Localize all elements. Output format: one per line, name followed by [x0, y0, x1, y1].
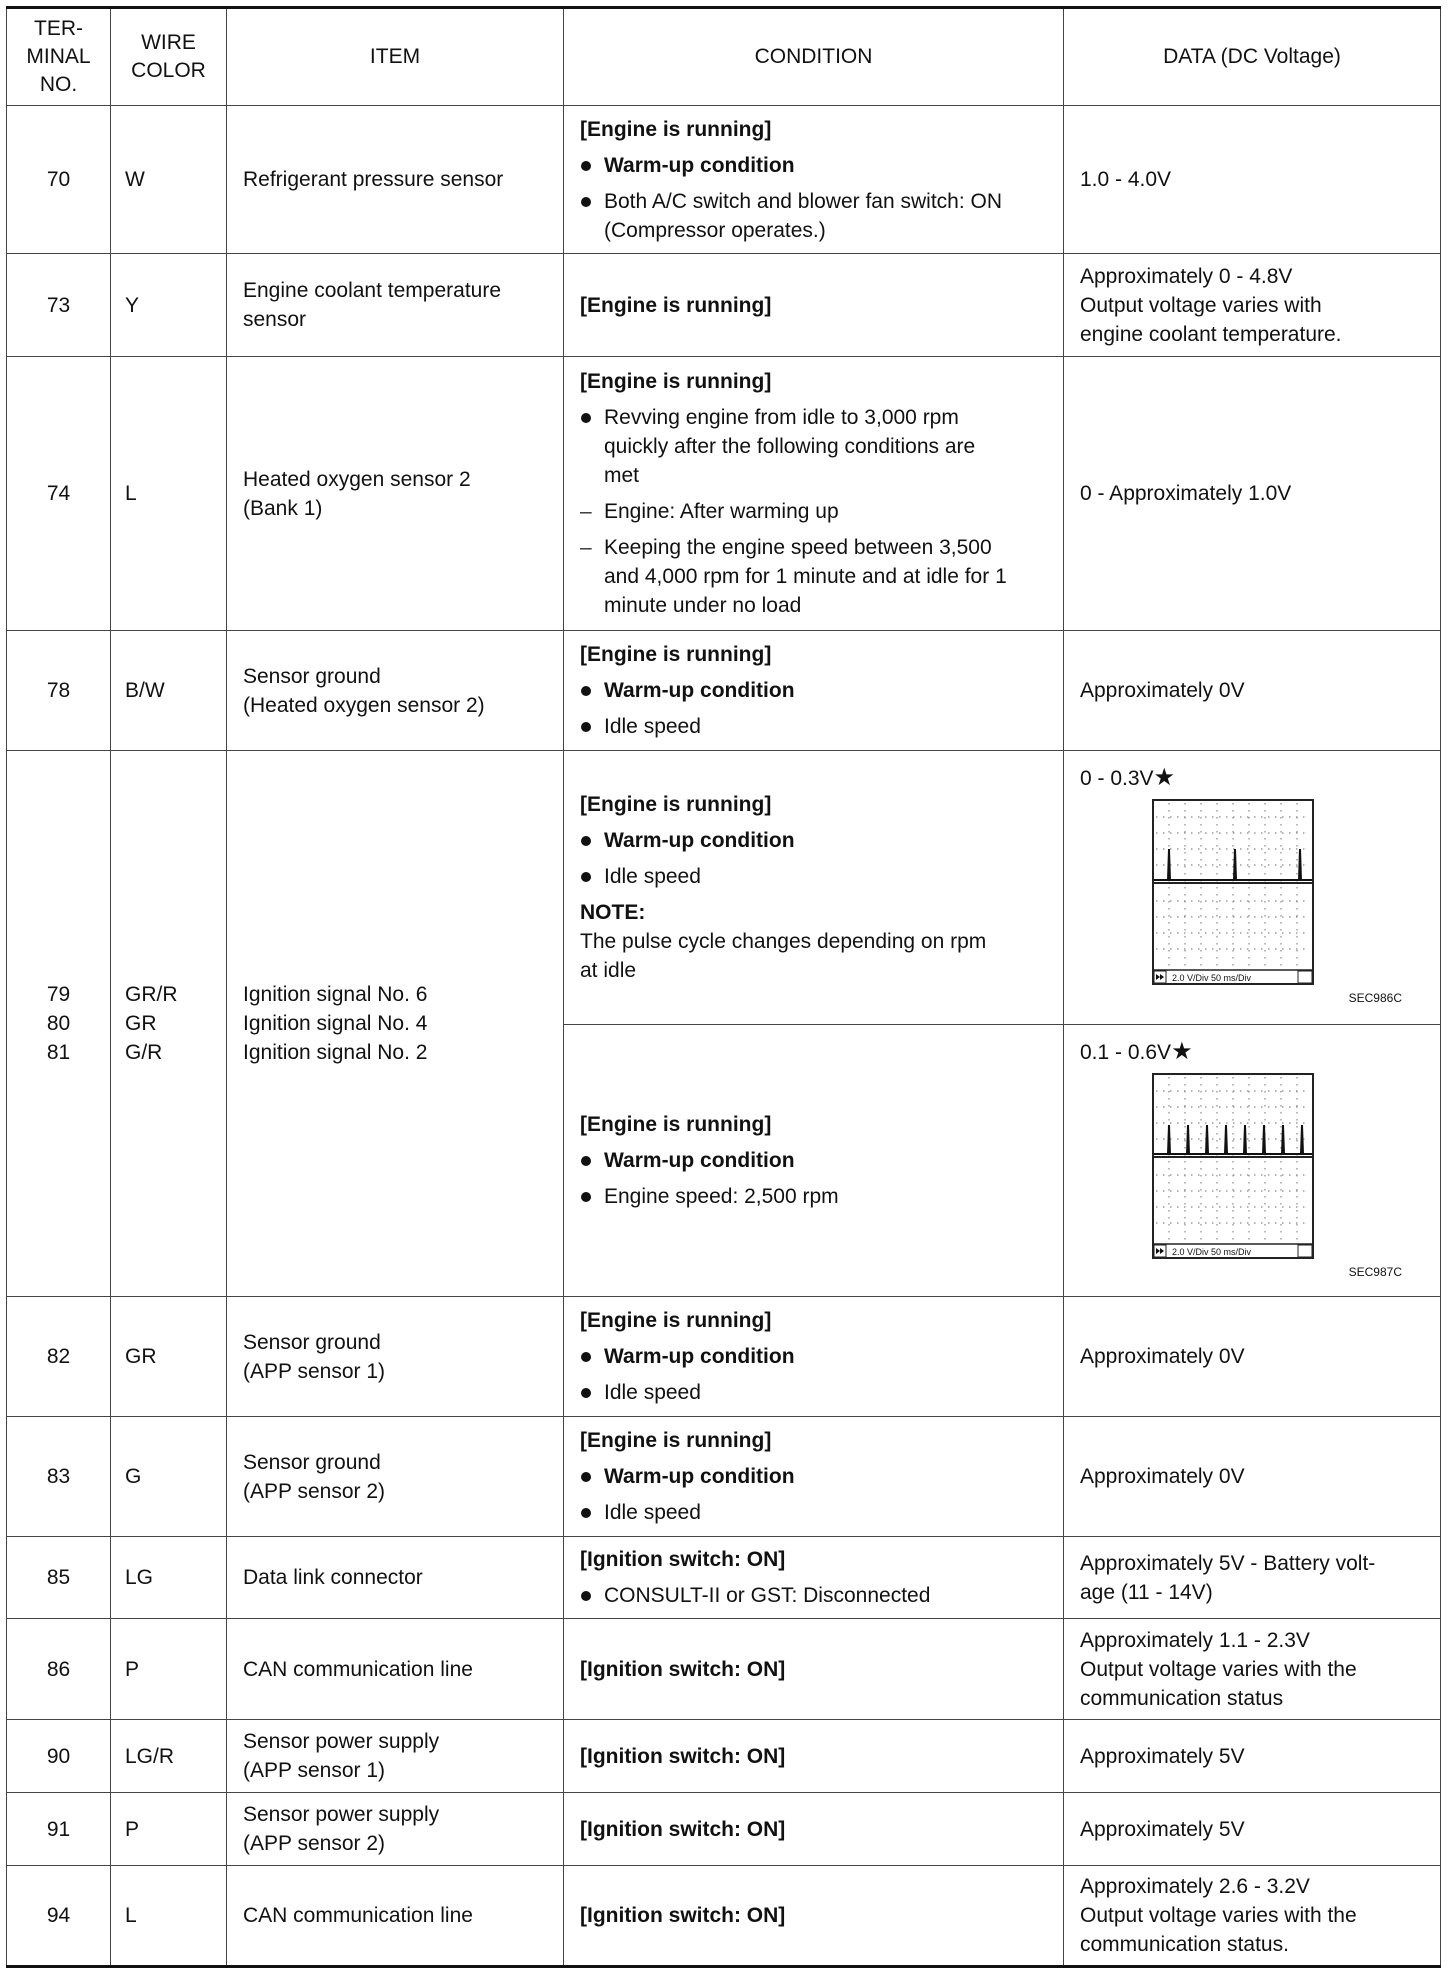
terminal-no: 91	[7, 1793, 111, 1866]
header-wire-color: WIRE COLOR	[111, 8, 227, 106]
wire-color: W	[111, 106, 227, 254]
data-cell: Approximately 0V	[1064, 1297, 1441, 1417]
wire-color: L	[111, 357, 227, 631]
item-cell: Sensor ground (Heated oxygen sensor 2)	[227, 631, 564, 751]
wire-color: LG	[111, 1537, 227, 1619]
header-condition: CONDITION	[564, 8, 1064, 106]
data-value: 0 - 0.3V★	[1080, 764, 1176, 791]
bullet-item: Warm-up condition	[580, 826, 1047, 855]
data-cell: 1.0 - 4.0V	[1064, 106, 1441, 254]
bullet-item: Idle speed	[580, 1498, 1047, 1527]
bullet-item: Warm-up condition	[580, 1146, 1047, 1175]
table-row	[7, 106, 1441, 254]
terminal-no: 94	[7, 1866, 111, 1967]
bullet-item: Warm-up condition	[580, 151, 1047, 180]
wire-color: GR	[111, 1297, 227, 1417]
figure-code: SEC986C	[1348, 991, 1402, 1005]
wire-color: G	[111, 1417, 227, 1537]
bullet-item: CONSULT-II or GST: Disconnected	[580, 1581, 1047, 1610]
condition-cell: [Engine is running] Warm-up condition Engine speed: 2,500 rpm	[564, 1025, 1064, 1297]
item-cell: Data link connector	[227, 1537, 564, 1619]
condition-cell: [Engine is running] Warm-up condition Idle speed	[564, 631, 1064, 751]
figure-code: SEC987C	[1348, 1265, 1402, 1279]
terminal-no: 90	[7, 1720, 111, 1793]
table-row	[7, 1417, 1441, 1537]
terminal-no: 74	[7, 357, 111, 631]
bullet-item: Idle speed	[580, 712, 1047, 741]
data-cell: Approximately 1.1 - 2.3V Output voltage varies with the communication status	[1064, 1619, 1441, 1720]
condition-cell: [Engine is running] Revving engine from idle to 3,000 rpm quickly after the following conditions are met – Engine: After warming up – Keeping the engine speed between 3,500 and 4,000 rpm for 1 minute and at idle for 1 minute under no load	[564, 357, 1064, 631]
wire-color: Y	[111, 254, 227, 357]
data-cell: Approximately 5V - Battery volt- age (11 - 14V)	[1064, 1537, 1441, 1619]
note-text: The pulse cycle changes depending on rpm	[580, 930, 987, 953]
table-row	[7, 631, 1441, 751]
star-icon: ★	[1153, 764, 1176, 791]
condition-cell: [Engine is running] Warm-up condition Idle speed	[564, 1297, 1064, 1417]
item-cell: Ignition signal No. 6 Ignition signal No. 4 Ignition signal No. 2	[227, 751, 564, 1297]
terminal-no: 79 80 81	[7, 751, 111, 1297]
table-row	[7, 1537, 1441, 1619]
table-row	[7, 1720, 1441, 1793]
condition-cell: [Engine is running] Warm-up condition Idle speed	[564, 1417, 1064, 1537]
header-item: ITEM	[227, 8, 564, 106]
data-cell: Approximately 0 - 4.8V Output voltage varies with engine coolant temperature.	[1064, 254, 1441, 357]
wire-color: LG/R	[111, 1720, 227, 1793]
data-cell	[1064, 1025, 1441, 1297]
item-cell: Sensor power supply (APP sensor 2)	[227, 1793, 564, 1866]
wire-color: P	[111, 1793, 227, 1866]
terminal-no: 86	[7, 1619, 111, 1720]
condition-cell: [Ignition switch: ON] CONSULT-II or GST: Disconnected	[564, 1537, 1064, 1619]
wire-color: P	[111, 1619, 227, 1720]
oscilloscope-waveform-2500rpm	[1152, 1073, 1314, 1259]
dash-item: – Engine: After warming up	[580, 497, 1047, 526]
wire-color: GR/R GR G/R	[111, 751, 227, 1297]
data-cell: 0 - Approximately 1.0V	[1064, 357, 1441, 631]
note-text: at idle	[580, 959, 637, 982]
table-header-row	[7, 8, 1441, 106]
terminal-data-table	[6, 6, 1441, 1968]
item-cell: Engine coolant temperature sensor	[227, 254, 564, 357]
condition-cell: [Ignition switch: ON]	[564, 1793, 1064, 1866]
table-row	[7, 254, 1441, 357]
wire-color: L	[111, 1866, 227, 1967]
item-cell: Sensor ground (APP sensor 1)	[227, 1297, 564, 1417]
item-cell: CAN communication line	[227, 1866, 564, 1967]
header-data: DATA (DC Voltage)	[1064, 8, 1441, 106]
bullet-item: Engine speed: 2,500 rpm	[580, 1182, 1047, 1211]
item-cell: Refrigerant pressure sensor	[227, 106, 564, 254]
condition-cell: [Ignition switch: ON]	[564, 1619, 1064, 1720]
terminal-no: 83	[7, 1417, 111, 1537]
condition-cell: [Ignition switch: ON]	[564, 1866, 1064, 1967]
oscilloscope-waveform-idle	[1152, 799, 1314, 985]
data-cell: Approximately 2.6 - 3.2V Output voltage varies with the communication status.	[1064, 1866, 1441, 1967]
condition-cell: [Ignition switch: ON]	[564, 1720, 1064, 1793]
terminal-no: 82	[7, 1297, 111, 1417]
item-cell: Sensor ground (APP sensor 2)	[227, 1417, 564, 1537]
table-row	[7, 1297, 1441, 1417]
bullet-item: Idle speed	[580, 1378, 1047, 1407]
note-heading: NOTE:	[580, 901, 646, 924]
bullet-item: Idle speed	[580, 862, 1047, 891]
terminal-no: 70	[7, 106, 111, 254]
item-cell: CAN communication line	[227, 1619, 564, 1720]
star-icon: ★	[1171, 1038, 1193, 1065]
terminal-no: 73	[7, 254, 111, 357]
svg-text:2.0 V/Div 50 ms/Div: 2.0 V/Div 50 ms/Div	[1172, 973, 1252, 983]
data-cell	[1064, 751, 1441, 1025]
data-cell: Approximately 0V	[1064, 1417, 1441, 1537]
terminal-no: 85	[7, 1537, 111, 1619]
data-cell: Approximately 0V	[1064, 631, 1441, 751]
svg-text:2.0 V/Div 50 ms/Div: 2.0 V/Div 50 ms/Div	[1172, 1247, 1252, 1257]
data-cell: Approximately 5V	[1064, 1720, 1441, 1793]
item-cell: Heated oxygen sensor 2 (Bank 1)	[227, 357, 564, 631]
table-row	[7, 751, 1441, 1025]
dash-item: – Keeping the engine speed between 3,500 and 4,000 rpm for 1 minute and at idle for 1 minute under no load	[580, 533, 1047, 620]
header-terminal: TER- MINAL NO.	[7, 8, 111, 106]
condition-cell: [Engine is running] Warm-up condition Idle speed NOTE: The pulse cycle changes depending on rpm at idle	[564, 751, 1064, 1025]
table-row	[7, 357, 1441, 631]
table-row	[7, 1619, 1441, 1720]
bullet-item: Warm-up condition	[580, 1342, 1047, 1371]
data-cell: Approximately 5V	[1064, 1793, 1441, 1866]
condition-cell: [Engine is running] Warm-up condition Both A/C switch and blower fan switch: ON (Compressor operates.)	[564, 106, 1064, 254]
table-row	[7, 1866, 1441, 1967]
table-row	[7, 1793, 1441, 1866]
bullet-item: Revving engine from idle to 3,000 rpm quickly after the following conditions are met	[580, 403, 1047, 490]
wire-color: B/W	[111, 631, 227, 751]
data-value: 0.1 - 0.6V★	[1080, 1038, 1193, 1065]
bullet-item: Both A/C switch and blower fan switch: ON (Compressor operates.)	[580, 187, 1047, 245]
terminal-no: 78	[7, 631, 111, 751]
condition-cell: [Engine is running]	[564, 254, 1064, 357]
bullet-item: Warm-up condition	[580, 676, 1047, 705]
bullet-item: Warm-up condition	[580, 1462, 1047, 1491]
item-cell: Sensor power supply (APP sensor 1)	[227, 1720, 564, 1793]
